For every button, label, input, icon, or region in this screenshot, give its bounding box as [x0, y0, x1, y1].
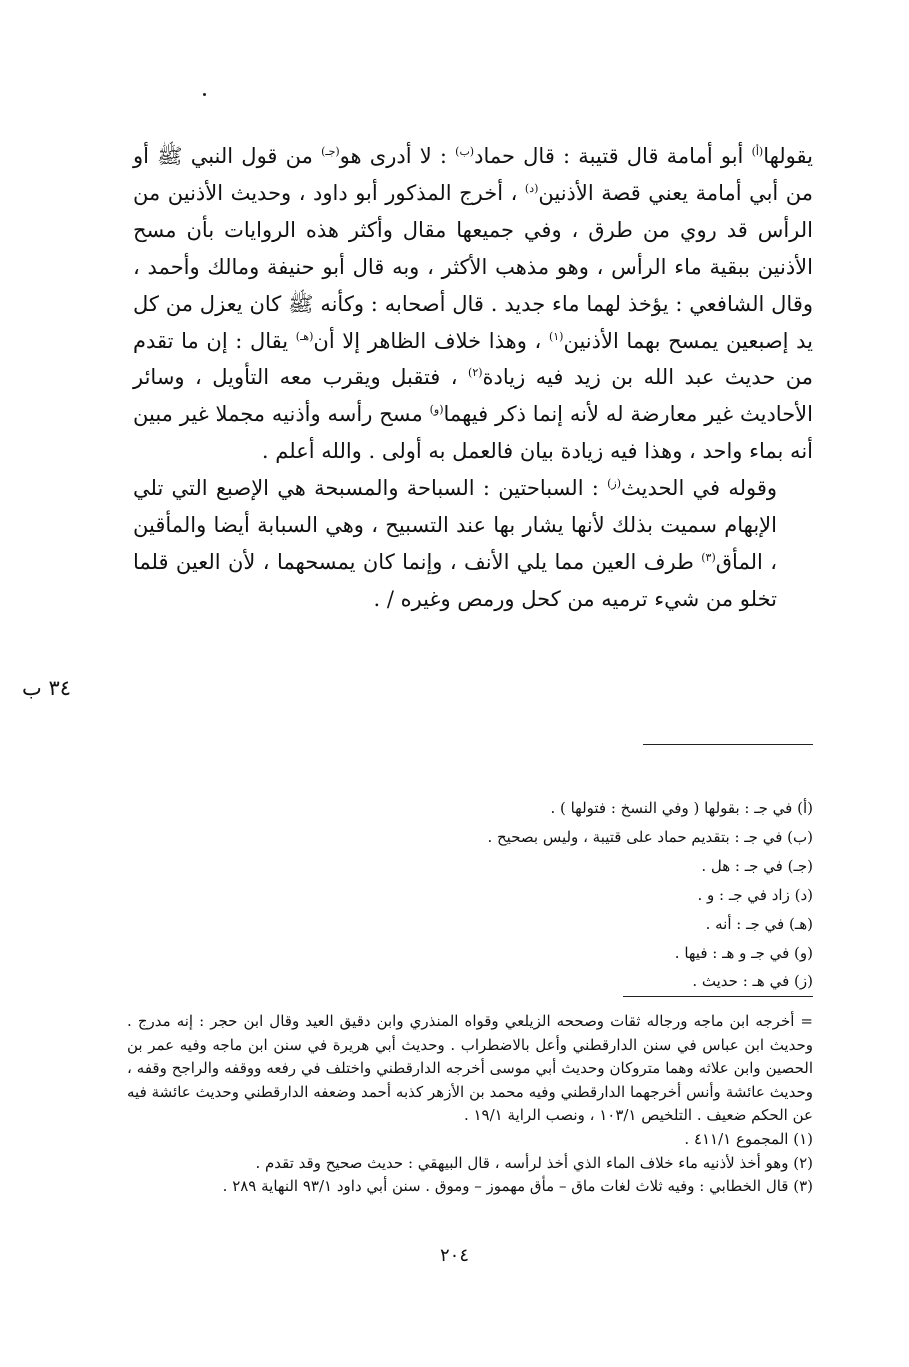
variant-note: (ز) في هـ : حديث . [692, 972, 813, 991]
variant-note: (جـ) في جـ : هل . [701, 856, 813, 875]
text-run: مسح رأسه وأذنيه مجملا غير مبين أنه بماء واحد ، وهذا فيه زيادة بيان فالعمل به أولى . والله أعلم . [133, 402, 813, 464]
footnote: (٣) قال الخطابي : وفيه ثلاث لغات ماق – مأق مهموز – وموق . سنن أبي داود ٩٣/١ النهاية ٢٨٩ . [222, 1177, 813, 1196]
variant-marker: (د) [524, 181, 539, 195]
text-run: أبو أمامة قال قتيبة : قال حماد [474, 144, 752, 168]
footnote: (١) المجموع ٤١١/١ . [684, 1129, 813, 1148]
variant-note: (و) في جـ و هـ : فيها . [674, 943, 813, 962]
variant-marker: (ب) [455, 145, 475, 158]
footnote-continuation: = أخرجه ابن ماجه ورجاله ثقات وصححه الزيلعي وقواه المنذري وابن دقيق العيد وقال ابن حجر : إنه مدرج . وحديث ابن عباس في سنن الدارقطني وأعل بالاضطراب . وحديث أبي هريرة في سنن ابن ماجه وفيه عمر بن الحصين وابن علاثه وهما متروكان وحديث أبي موسى أخرجه الدارقطني واختلف في رفعه ووقفه والراجح وقفه ، وحديث عائشة وأنس أخرجهما الدارقطني وفيه محمد بن الأزهر كذبه أحمد وضعفه الدارقطني وحديث عائشة فيه عن الحكم ضعيف . التلخيص ١٠٣/١ ، ونصب الراية ١٩/١ . [127, 1012, 813, 1125]
separator-rule [643, 744, 813, 745]
variant-note: (د) زاد في جـ : و . [697, 885, 813, 904]
footnotes [127, 1010, 813, 1199]
variant-note: (ب) في جـ : بتقديم حماد على قتيبة ، وليس بصحيح . [487, 827, 813, 846]
text-run: وقوله في الحديث [621, 476, 777, 501]
variant-marker: (جـ) [321, 145, 340, 158]
ink-speck [203, 93, 206, 96]
variant-notes [133, 794, 813, 996]
separator-rule [623, 996, 813, 997]
text-run: : لا أدرى هو [339, 144, 456, 168]
variant-marker: (ز) [607, 477, 622, 491]
text-run: يقال : إن ما تقدم من حديث عبد الله بن زيد فيه زيادة [133, 328, 813, 390]
variant-note: (أ) في جـ : بقولها ( وفي النسخ : فتولها ) . [550, 799, 813, 817]
variant-marker: (و) [429, 403, 444, 417]
text-run: يقولها [763, 144, 813, 168]
page-number: ٢٠٤ [439, 1245, 469, 1266]
manuscript-folio-note: ٣٤ ب [22, 676, 72, 700]
text-run: من قول النبي ﷺ أو من أبي أمامة يعني قصة الأذنين [133, 144, 814, 205]
variant-marker: (أ) [751, 145, 764, 158]
main-paragraph-2 [133, 470, 813, 618]
variant-marker: (هـ) [295, 329, 314, 343]
footnote-marker: (٣) [701, 550, 716, 564]
main-paragraph-1 [133, 138, 813, 470]
footnote-marker: (٢) [468, 366, 483, 380]
variant-note: (هـ) في جـ : أنه . [705, 914, 813, 933]
main-text [133, 138, 813, 618]
text-run: : السباحتين : السباحة والمسبحة هي الإصبع التي تلي الإبهام سميت بذلك لأنها يشار بها عند التسبيح ، وهي السبابة أيضا والمأقين ، المأق [133, 476, 777, 574]
text-run: طرف العين مما يلي الأنف ، وإنما كان يمسحهما ، لأن العين قلما تخلو من شيء ترميه من كحل ورمص وغيره / . [133, 549, 777, 611]
footnote-marker: (١) [548, 329, 564, 343]
text-run: ، فتقبل ويقرب معه التأويل ، وسائر الأحاديث غير معارضة له لأنه إنما ذكر فيهما [133, 365, 813, 427]
text-run: ، وهذا خلاف الظاهر إلا أن [313, 328, 549, 353]
text-run: ، أخرج المذكور أبو داود ، وحديث الأذنين من الرأس قد روي من طرق ، وفي جميعها مقال وأكثر هذه الروايات بأن مسح الأذنين ببقية ماء الرأس ، وهو مذهب الأكثر ، وبه قال أبو حنيفة ومالك وأحمد ، وقال الشافعي : يؤخذ لهما ماء جديد . قال أصحابه : وكأنه ﷺ كان يعزل من كل يد إصبعين يمسح بهما الأذنين [133, 180, 813, 353]
footnote: (٢) وهو أخذ لأذنيه ماء خلاف الماء الذي أخذ لرأسه ، قال البيهقي : حديث صحيح وقد تقدم . [255, 1153, 813, 1172]
